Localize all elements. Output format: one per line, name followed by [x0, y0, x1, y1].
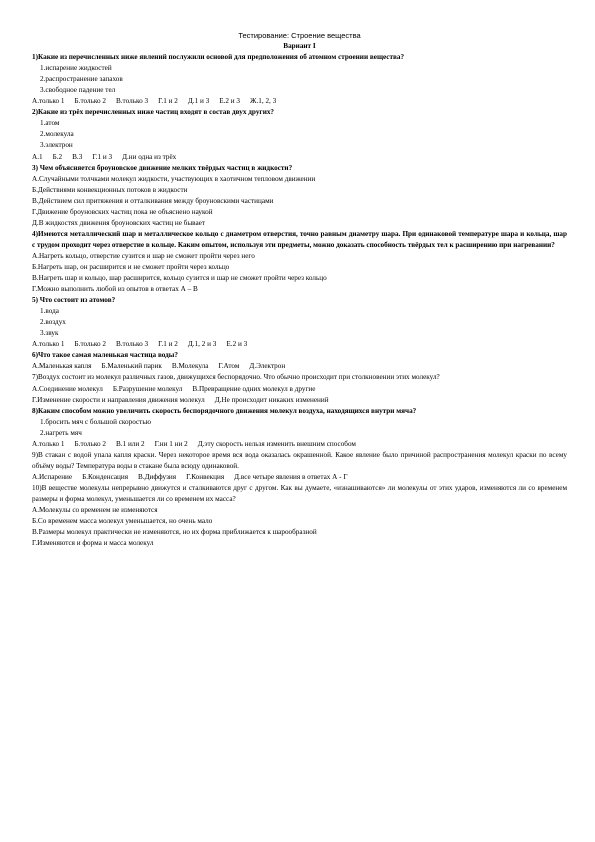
answer-option: А.1	[32, 152, 43, 161]
answer-option: Г.1 и 2	[158, 340, 178, 349]
question-2-item: 3.электрон	[40, 141, 73, 150]
question-9: 9)В стакан с водой упала капля краски. Через некоторое время вся вода оказалась окрашенной. Какое явление было причиной распространения молекул краски по всему объёму воды? Температура воды в стакане была всюду одинаковой.	[32, 450, 567, 470]
answer-option: Г.Атом	[218, 362, 240, 371]
question-8-item: 1.бросить мяч с большой скоростью	[40, 417, 151, 426]
question-3: 3) Чем объясняется броуновское движение мелких твёрдых частиц в жидкости?	[32, 163, 293, 172]
answer-option: А.Испарение	[32, 472, 73, 481]
answer-option: В.Диффузия	[138, 472, 177, 481]
question-5-item: 1.вода	[40, 307, 59, 316]
answer-option: А.Молекулы со временем не изменяются	[32, 506, 158, 515]
answer-option: А.только 1	[32, 340, 65, 349]
answer-option: Д.Электрон	[249, 362, 286, 371]
answer-option: Д.1 и 3	[187, 97, 210, 106]
variant-heading: Вариант I	[283, 42, 316, 51]
answer-option: Б.Со временем масса молекул уменьшается, но очень мало	[32, 517, 213, 526]
answer-option: А.Случайными толчками молекул жидкости, участвующих в хаотичном тепловом движении	[32, 174, 316, 183]
page-title: Тестирование: Строение вещества	[238, 31, 361, 40]
question-6: 6)Что такое самая маленькая частица воды?	[32, 351, 179, 360]
question-8-answers	[32, 439, 567, 450]
question-7: 7)Воздух состоит из молекул различных газов, движущихся беспорядочно. Что обычно происходит при столкновении этих молекул?	[32, 373, 440, 382]
answer-option: Д.1, 2 и 3	[187, 340, 217, 349]
answer-option: В.Превращение одних молекул в другие	[192, 384, 316, 393]
answer-option: Г.1 и 2	[158, 97, 178, 106]
question-7-answers-2	[32, 395, 567, 406]
question-2-item: 2.молекула	[40, 130, 74, 139]
question-2-answers	[32, 152, 567, 163]
answer-option: Б.Нагреть шар, он расширится и не сможет пройти через кольцо	[32, 262, 230, 271]
answer-option: Б.только 2	[74, 439, 106, 448]
test-page	[32, 30, 567, 549]
answer-option: Е.2 и 3	[219, 97, 241, 106]
answer-option: Г.Можно выполнить любой из опытов в ответах А – В	[32, 285, 198, 294]
answer-option: В.Молекула	[171, 362, 209, 371]
answer-option: Д.все четыре явления в ответах А - Г	[234, 472, 348, 481]
answer-option: А.только 1	[32, 97, 65, 106]
answer-option: В.Действием сил притяжения и отталкивания между броуновскими частицами	[32, 196, 274, 205]
answer-option: Б.Маленький парик	[101, 362, 162, 371]
question-1-answers	[32, 96, 567, 107]
answer-option: А.Нагреть кольцо, отверстие сузится и шар не сможет пройти через него	[32, 251, 255, 260]
answer-option: Б.Конденсация	[82, 472, 129, 481]
question-5: 5) Что состоит из атомов?	[32, 296, 116, 305]
answer-option: В.только 3	[115, 97, 149, 106]
answer-option: В.Размеры молекул практически не изменяются, но их форма приближается к шарообразной	[32, 528, 317, 537]
answer-option: А.Маленькая капля	[32, 362, 92, 371]
answer-option: Д.В жидкостях движения броуновских частиц не бывает	[32, 218, 205, 227]
answer-option: Г.Изменяются и форма и масса молекул	[32, 539, 154, 548]
question-8: 8)Каким способом можно увеличить скорость беспорядочного движения молекул воздуха, находящихся внутри мяча?	[32, 406, 417, 415]
answer-option: Е.2 и 3	[226, 340, 248, 349]
question-1-item: 1.испарение жидкостей	[40, 64, 112, 73]
question-1-item: 3.свободное падение тел	[40, 86, 116, 95]
answer-option: Б.2	[52, 152, 63, 161]
answer-option: Б.только 2	[74, 340, 106, 349]
question-1-item: 2.распространение запахов	[40, 75, 123, 84]
answer-option: Б.только 2	[74, 97, 106, 106]
answer-option: В.только 3	[115, 340, 149, 349]
question-7-answers	[32, 384, 567, 395]
question-5-answers	[32, 339, 567, 350]
answer-option: В.3	[72, 152, 83, 161]
answer-option: Г.Конвекция	[186, 472, 225, 481]
question-1: 1)Какие из перечисленных ниже явлений послужили основой для предположения об атомном строении вещества?	[32, 53, 405, 62]
question-9-answers	[32, 472, 567, 483]
question-4: 4)Имеются металлический шар и металлическое кольцо с диаметром отверстия, точно равным диаметру шара. При одинаковой температуре шара и кольца, шар с трудом проходит через отверстие в кольце. Каким опытом, используя эти предметы, можно доказать способность твёрдых тел к расширению при нагревании?	[32, 229, 567, 249]
question-8-item: 2.нагреть мяч	[40, 428, 82, 437]
answer-option: В.Нагреть шар и кольцо, шар расширится, кольцо сузится и шар не сможет пройти через кольцо	[32, 274, 327, 283]
answer-option: Б.Разрушение молекул	[112, 384, 183, 393]
answer-option: А.Соединение молекул	[32, 384, 103, 393]
answer-option: Г.ни 1 ни 2	[154, 439, 188, 448]
answer-option: В.1 или 2	[115, 439, 145, 448]
answer-option: А.только 1	[32, 439, 65, 448]
answer-option: Г.Движение броуновских частиц пока не объяснено наукой	[32, 207, 213, 216]
question-10: 10)В веществе молекулы непрерывно движутся и сталкиваются друг с другом. Как вы думаете, «изнашиваются» ли молекулы от этих ударов, изменяются ли со временем размеры и форма молекул, уменьшается ли со временем их масса?	[32, 483, 567, 503]
answer-option: Б.Действиями конвекционных потоков в жидкости	[32, 185, 188, 194]
answer-option: Г.Изменение скорости и направления движения молекул	[32, 395, 205, 404]
question-5-item: 3.звук	[40, 329, 59, 338]
question-6-answers	[32, 361, 567, 372]
answer-option: Д.ни одна из трёх	[122, 152, 177, 161]
question-5-item: 2.воздух	[40, 318, 66, 327]
answer-option: Ж.1, 2, 3	[250, 97, 277, 106]
question-2-item: 1.атом	[40, 119, 60, 128]
answer-option: Д.Не происходит никаких изменений	[214, 395, 329, 404]
answer-option: Д.эту скорость нельзя изменить внешним способом	[197, 439, 356, 448]
answer-option: Г.1 и 3	[92, 152, 113, 161]
question-2: 2)Какие из трёх перечисленных ниже частиц входят в состав двух других?	[32, 108, 275, 117]
